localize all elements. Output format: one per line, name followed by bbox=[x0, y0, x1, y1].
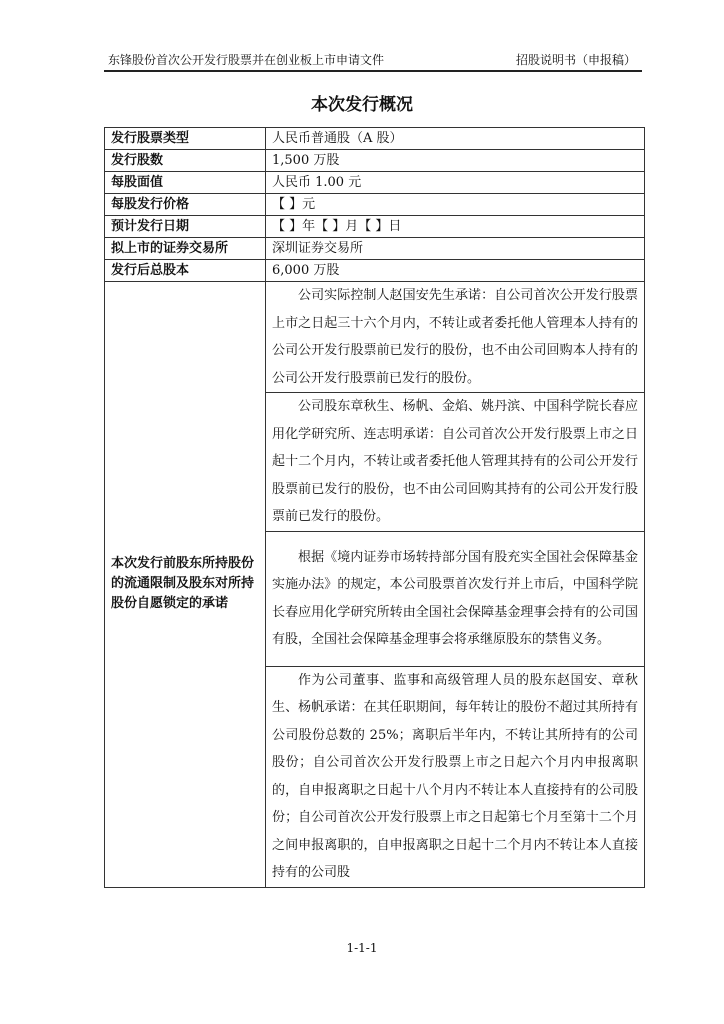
table-row bbox=[105, 216, 645, 238]
row-value: 1,500 万股 bbox=[266, 150, 645, 172]
header-document-type: 招股说明书（申报稿） bbox=[515, 53, 636, 67]
offering-overview-table bbox=[104, 127, 645, 888]
lockup-label: 本次发行前股东所持股份的流通限制及股东对所持股份自愿锁定的承诺 bbox=[105, 282, 266, 888]
row-value: 【 】元 bbox=[266, 194, 645, 216]
row-label: 每股发行价格 bbox=[105, 194, 266, 216]
row-value: 人民币 1.00 元 bbox=[266, 172, 645, 194]
header-document-title: 东锋股份首次公开发行股票并在创业板上市申请文件 bbox=[108, 53, 385, 67]
row-value: 深圳证券交易所 bbox=[266, 238, 645, 260]
row-value: 人民币普通股（A 股） bbox=[266, 128, 645, 150]
table-row bbox=[105, 194, 645, 216]
row-value: 【 】年【 】月【 】日 bbox=[266, 216, 645, 238]
page-header bbox=[104, 52, 642, 72]
lockup-paragraph: 公司股东章秋生、杨帆、金焰、姚丹滨、中国科学院长春应用化学研究所、连志明承诺：自公司首次公开发行股票上市之日起十二个月内，不转让或者委托他人管理其持有的公司公开发行股票前已发行的股份，也不由公司回购其持有的公司公开发行股票前已发行的股份。 bbox=[266, 393, 645, 532]
table-row bbox=[105, 238, 645, 260]
lockup-paragraph: 根据《境内证券市场转持部分国有股充实全国社会保障基金实施办法》的规定，本公司股票首次发行并上市后，中国科学院长春应用化学研究所转由全国社会保障基金理事会持有的公司国有股，全国社会保障基金理事会将承继原股东的禁售义务。 bbox=[266, 531, 645, 666]
row-label: 发行股数 bbox=[105, 150, 266, 172]
table-row bbox=[105, 282, 645, 393]
lockup-paragraph: 作为公司董事、监事和高级管理人员的股东赵国安、章秋生、杨帆承诺：在其任职期间，每年转让的股份不超过其所持有公司股份总数的 25%；离职后半年内，不转让其所持有的公司股份；自公司首次公开发行股票上市之日起六个月内申报离职的，自申报离职之日起十八个月内不转让本人直接持有的公司股份；自公司首次公开发行股票上市之日起第七个月至第十二个月之间申报离职的，自申报离职之日起十二个月内不转让本人直接持有的公司股 bbox=[266, 666, 645, 887]
page-number: 1-1-1 bbox=[346, 941, 378, 955]
row-label: 发行股票类型 bbox=[105, 128, 266, 150]
section-title: 本次发行概况 bbox=[311, 95, 413, 115]
table-row bbox=[105, 150, 645, 172]
lockup-paragraph: 公司实际控制人赵国安先生承诺：自公司首次公开发行股票上市之日起三十六个月内，不转让或者委托他人管理本人持有的公司公开发行股票前已发行的股份，也不由公司回购本人持有的公司公开发行股票前已发行的股份。 bbox=[266, 282, 645, 393]
row-label: 预计发行日期 bbox=[105, 216, 266, 238]
table-row bbox=[105, 260, 645, 282]
row-label: 发行后总股本 bbox=[105, 260, 266, 282]
table-row bbox=[105, 172, 645, 194]
row-value: 6,000 万股 bbox=[266, 260, 645, 282]
row-label: 拟上市的证券交易所 bbox=[105, 238, 266, 260]
row-label: 每股面值 bbox=[105, 172, 266, 194]
table-row bbox=[105, 128, 645, 150]
